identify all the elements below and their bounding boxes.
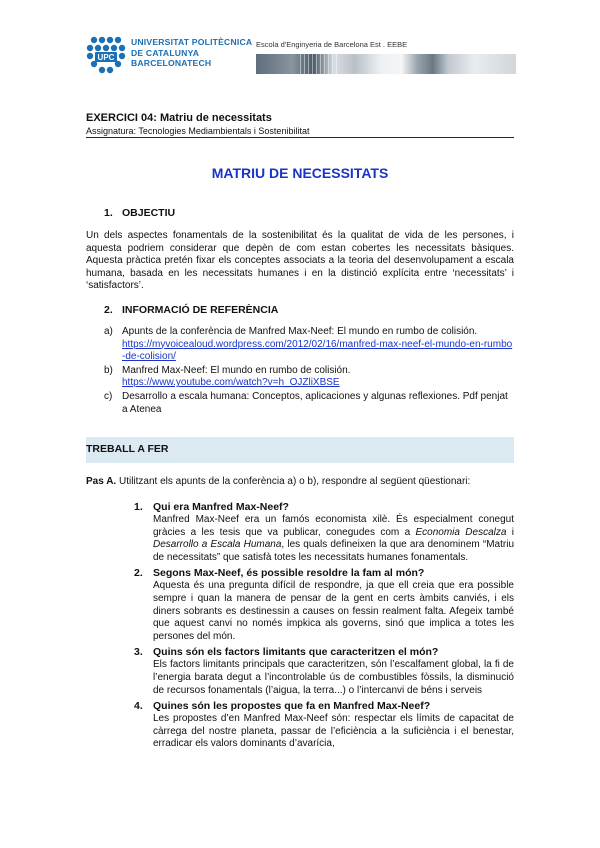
question-text: Quins són els factors limitants que caracteritzen el món? [153,646,439,659]
reference-text: Apunts de la conferència de Manfred Max-Neef: El mundo en rumbo de colisión. [122,326,478,337]
question-item [134,700,514,751]
step-text: Utilitzant els apunts de la conferència a) o b), respondre al següent qüestionari: [116,476,471,487]
answer-part: Manfred Max-Neef era un famós economista xilè. És especialment conegut gràcies a les tesis que va publicar, conegudes com a [153,514,514,538]
question-text: Quines són les propostes que fa en Manfred Max-Neef? [153,700,431,713]
question-number: 4. [134,700,143,713]
question-item [134,646,514,697]
reference-item [104,391,514,416]
university-line: UNIVERSITAT POLITÈCNICA [131,37,253,47]
question-number: 2. [134,567,143,580]
university-line: BARCELONATECH [131,58,212,68]
exercise-title: EXERCICI 04: Matriu de necessitats [86,112,272,124]
section-title: INFORMACIÓ DE REFERÈNCIA [122,304,279,316]
answer-emphasis: Desarrollo a Escala Humana [153,539,282,551]
section-title: OBJECTIU [122,207,176,219]
page-title: MATRIU DE NECESSITATS [211,165,389,181]
answer-part: , les quals defineixen la que ara denominem “Matriu de necessitats” que satisfà totes les necessitats humanes fonamentals. [153,539,515,563]
answer-text: Les propostes d’en Manfred Max-Neef són: respectar els límits de capacitat de càrrega del nostre planeta, passar de l’eficiència a la suficiència i el benestar, erradicar els valors dominants d’avarícia, [153,713,514,750]
answer-text: Aquesta és una pregunta difícil de respondre, ja que ell creia que era possible sempre i quan la manera de pensar de la gent en certs àmbits canviés, i els diners sobrants es destinessin a causes on fessin realment falta. Afegeix també que aquest canvi no només impkica als governs, sinó que implica a totes les persones del món. [153,580,514,642]
objective-paragraph: Un dels aspectes fonamentals de la sostenibilitat és la qualitat de vida de les persones, i aquesta podriem considerar que depèn de com estan cobertes les necessitats bàsiques. Aquesta pràctica pretén fixar els conceptes associats a la teoria del desenvolupament a escala humana, basada en les necessitats humanes i en la distinció explícita entre ‘necessitats’ i ‘satisfactors’. [86,230,514,292]
answer-text [153,514,514,564]
svg-text:UPC: UPC [97,53,115,62]
question-number: 3. [134,646,143,659]
document-header [86,30,516,78]
questionnaire [134,501,514,754]
section-number: 2. [104,304,113,316]
reference-link[interactable]: https://myvoicealoud.wordpress.com/2012/02/16/manfred-max-neef-el-mundo-en-rumbo-de-colision/ [122,338,513,363]
question-text: Qui era Manfred Max-Neef? [153,501,289,513]
list-marker: b) [104,364,113,376]
header-divider [86,137,514,138]
reference-item [104,326,514,364]
reference-link[interactable]: https://www.youtube.com/watch?v=h_OJZliXBSE [122,377,340,389]
reference-text: Manfred Max-Neef: El mundo en rumbo de colisión. [122,364,351,376]
university-name [131,37,252,69]
reference-list [104,326,514,417]
list-marker: c) [104,390,113,402]
reference-item [104,365,514,390]
question-item [134,501,514,564]
section-heading-reference [104,304,278,316]
section-heading-objective [104,207,175,219]
step-label: Pas A. [86,476,117,487]
school-name: Escola d'Enginyeria de Barcelona Est . EEBE [256,40,408,49]
banner-texture [300,54,340,74]
section-number: 1. [104,207,113,219]
answer-emphasis: Economia Descalza [415,526,507,538]
question-number: 1. [134,501,143,513]
reference-text: Desarrollo a escala humana: Conceptos, aplicaciones y algunas reflexiones. Pdf penjat a Atenea [122,390,508,415]
question-item [134,567,514,643]
answer-text: Els factors limitants principals que caracteritzen, són l’escalfament global, la fi de l’energia barata degut a l’incontrolable ús de combustibles fòssils, la disminució de recursos fonamentals (l’aigua, la terra...) o l’intercanvi de béns i serveis [153,659,514,696]
answer-part: i [506,526,515,538]
work-heading-band [86,437,514,463]
step-instruction [86,476,470,487]
header-banner-image [256,54,516,74]
upc-logo-icon [86,34,126,74]
list-marker: a) [104,326,113,337]
university-line: DE CATALUNYA [131,47,200,58]
work-heading: TREBALL A FER [86,443,169,455]
question-text: Segons Max-Neef, és possible resoldre la fam al món? [153,567,425,580]
subject-line: Assignatura: Tecnologies Mediambientals i Sostenibilitat [86,126,310,136]
